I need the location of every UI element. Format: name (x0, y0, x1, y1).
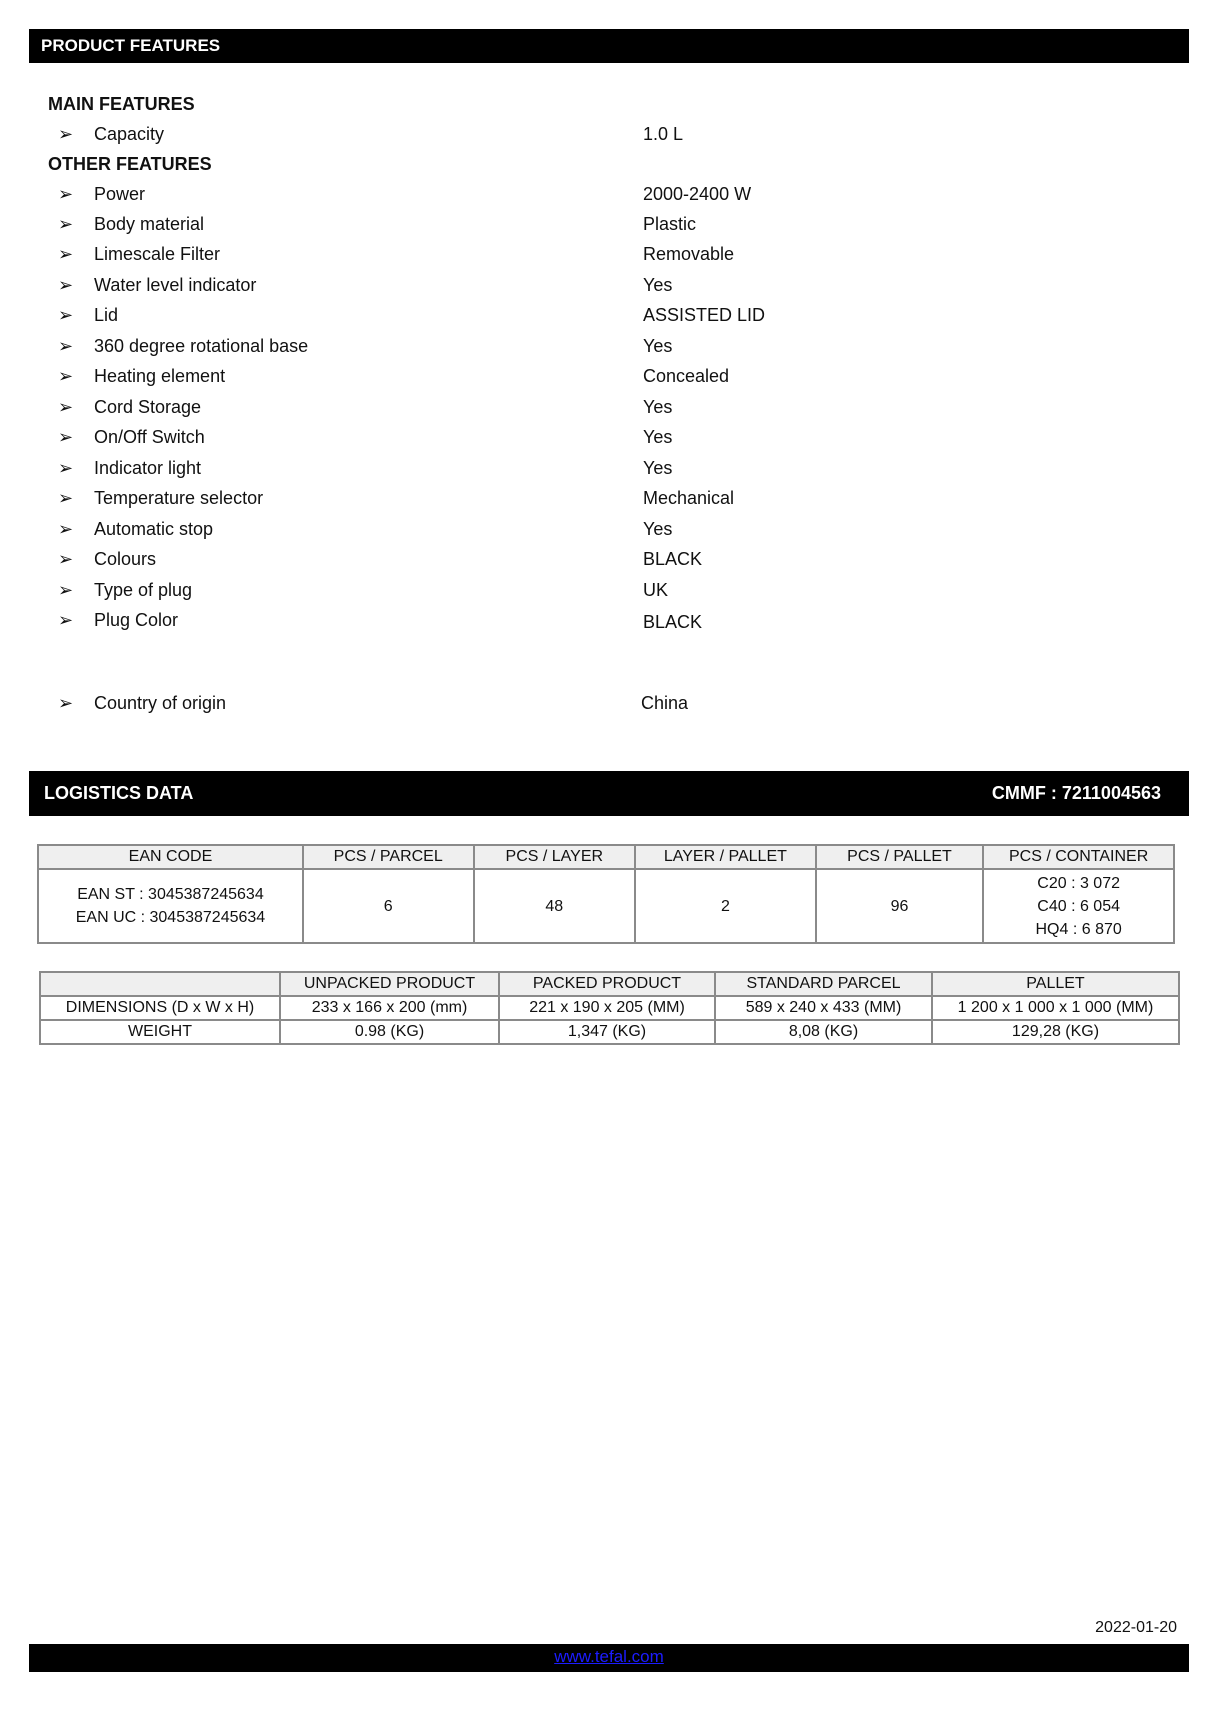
feature-value: Yes (643, 275, 673, 295)
arrow-bullet-icon: ➢ (58, 336, 74, 356)
ean-uc: EAN UC : 3045387245634 (75, 909, 266, 926)
arrow-bullet-icon: ➢ (58, 693, 74, 713)
feature-name: Type of plug (94, 580, 193, 600)
feature-value: Mechanical (643, 488, 735, 508)
feature-value: 2000-2400 W (643, 184, 752, 204)
table-cell: 221 x 190 x 205 (MM) (499, 996, 715, 1020)
other-features-title: OTHER FEATURES (48, 154, 212, 174)
feature-name: Cord Storage (94, 397, 202, 417)
column-header: PACKED PRODUCT (499, 972, 715, 996)
column-header: PCS / LAYER (474, 845, 636, 869)
ean-codes-cell (38, 869, 303, 943)
blank-header-cell (40, 972, 280, 996)
feature-name: Heating element (94, 366, 226, 386)
arrow-bullet-icon: ➢ (58, 214, 74, 234)
layer-pallet-cell: 2 (635, 869, 816, 943)
table-cell: 0.98 (KG) (280, 1020, 499, 1044)
container-hq4: HQ4 : 6 870 (1035, 920, 1122, 938)
row-label: WEIGHT (40, 1020, 280, 1044)
table-header-row (40, 972, 1179, 996)
feature-row (58, 363, 958, 389)
column-header: PCS / PALLET (816, 845, 984, 869)
document-date: 2022-01-20 (1095, 1619, 1177, 1636)
feature-row (58, 211, 958, 237)
main-features-title: MAIN FEATURES (48, 94, 195, 114)
feature-name: Plug Color (94, 610, 179, 630)
table-row (38, 869, 1174, 943)
feature-value: Yes (643, 397, 673, 417)
feature-value: Yes (643, 458, 673, 478)
container-c20: C20 : 3 072 (1037, 874, 1120, 892)
arrow-bullet-icon: ➢ (58, 124, 74, 144)
feature-row (58, 121, 958, 147)
feature-name: Capacity (94, 124, 165, 144)
feature-value: Yes (643, 427, 673, 447)
column-header: PALLET (932, 972, 1179, 996)
ean-st: EAN ST : 3045387245634 (77, 886, 264, 903)
table-cell: 589 x 240 x 433 (MM) (715, 996, 932, 1020)
feature-value: BLACK (643, 549, 703, 569)
feature-value: BLACK (643, 612, 703, 632)
feature-row (58, 424, 958, 450)
arrow-bullet-icon: ➢ (58, 458, 74, 478)
table-header-row (38, 845, 1174, 869)
feature-name: Country of origin (94, 693, 227, 713)
arrow-bullet-icon: ➢ (58, 488, 74, 508)
feature-name: On/Off Switch (94, 427, 205, 447)
feature-row (58, 181, 958, 207)
arrow-bullet-icon: ➢ (58, 427, 74, 447)
feature-row (58, 607, 958, 633)
feature-name: Colours (94, 549, 157, 569)
table-cell: 129,28 (KG) (932, 1020, 1179, 1044)
pcs-parcel-cell: 6 (303, 869, 474, 943)
feature-value: Removable (643, 244, 735, 264)
feature-name: 360 degree rotational base (94, 336, 309, 356)
feature-row (58, 455, 958, 481)
feature-name: Automatic stop (94, 519, 214, 539)
arrow-bullet-icon: ➢ (58, 305, 74, 325)
feature-value: 1.0 L (643, 124, 684, 144)
footer-bar (29, 1644, 1189, 1672)
column-header: EAN CODE (38, 845, 303, 869)
pcs-layer-cell: 48 (474, 869, 636, 943)
cmmf-code: CMMF : 7211004563 (991, 783, 1161, 803)
feature-name: Limescale Filter (94, 244, 221, 264)
arrow-bullet-icon: ➢ (58, 519, 74, 539)
arrow-bullet-icon: ➢ (58, 580, 74, 600)
feature-row (58, 333, 958, 359)
feature-value: China (641, 693, 689, 713)
feature-name: Water level indicator (94, 275, 257, 295)
table-cell: 1 200 x 1 000 x 1 000 (MM) (932, 996, 1179, 1020)
feature-value: Yes (643, 336, 673, 356)
table-row (40, 1020, 1179, 1044)
feature-row (58, 485, 958, 511)
feature-name: Power (94, 184, 146, 204)
arrow-bullet-icon: ➢ (58, 244, 74, 264)
ean-table (37, 844, 1175, 944)
pcs-pallet-cell: 96 (816, 869, 984, 943)
arrow-bullet-icon: ➢ (58, 184, 74, 204)
feature-row (58, 272, 958, 298)
table-cell: 233 x 166 x 200 (mm) (280, 996, 499, 1020)
feature-value: UK (643, 580, 669, 600)
table-row (40, 996, 1179, 1020)
feature-row (58, 577, 958, 603)
column-header: LAYER / PALLET (635, 845, 816, 869)
website-link[interactable]: www.tefal.com (554, 1647, 664, 1666)
row-label: DIMENSIONS (D x W x H) (40, 996, 280, 1020)
feature-name: Indicator light (94, 458, 202, 478)
product-features-header (29, 29, 1189, 63)
table-cell: 1,347 (KG) (499, 1020, 715, 1044)
pcs-container-cell (983, 869, 1174, 943)
feature-value: Concealed (643, 366, 730, 386)
table-cell: 8,08 (KG) (715, 1020, 932, 1044)
dimensions-table (39, 971, 1180, 1045)
column-header: PCS / CONTAINER (983, 845, 1174, 869)
arrow-bullet-icon: ➢ (58, 549, 74, 569)
arrow-bullet-icon: ➢ (58, 275, 74, 295)
logistics-title: LOGISTICS DATA (44, 783, 194, 803)
arrow-bullet-icon: ➢ (58, 366, 74, 386)
feature-value: Plastic (643, 214, 697, 234)
feature-value: ASSISTED LID (643, 305, 766, 325)
arrow-bullet-icon: ➢ (58, 397, 74, 417)
logistics-header (29, 771, 1189, 816)
feature-row (58, 516, 958, 542)
container-c40: C40 : 6 054 (1037, 897, 1120, 915)
feature-row (58, 394, 958, 420)
feature-name: Body material (94, 214, 205, 234)
feature-row (58, 546, 958, 572)
feature-row (58, 241, 958, 267)
column-header: UNPACKED PRODUCT (280, 972, 499, 996)
feature-value: Yes (643, 519, 673, 539)
feature-row-origin (58, 690, 958, 716)
feature-name: Temperature selector (94, 488, 264, 508)
column-header: STANDARD PARCEL (715, 972, 932, 996)
arrow-bullet-icon: ➢ (58, 610, 74, 630)
feature-name: Lid (94, 305, 119, 325)
product-features-title: PRODUCT FEATURES (41, 36, 221, 55)
column-header: PCS / PARCEL (303, 845, 474, 869)
feature-row (58, 302, 958, 328)
